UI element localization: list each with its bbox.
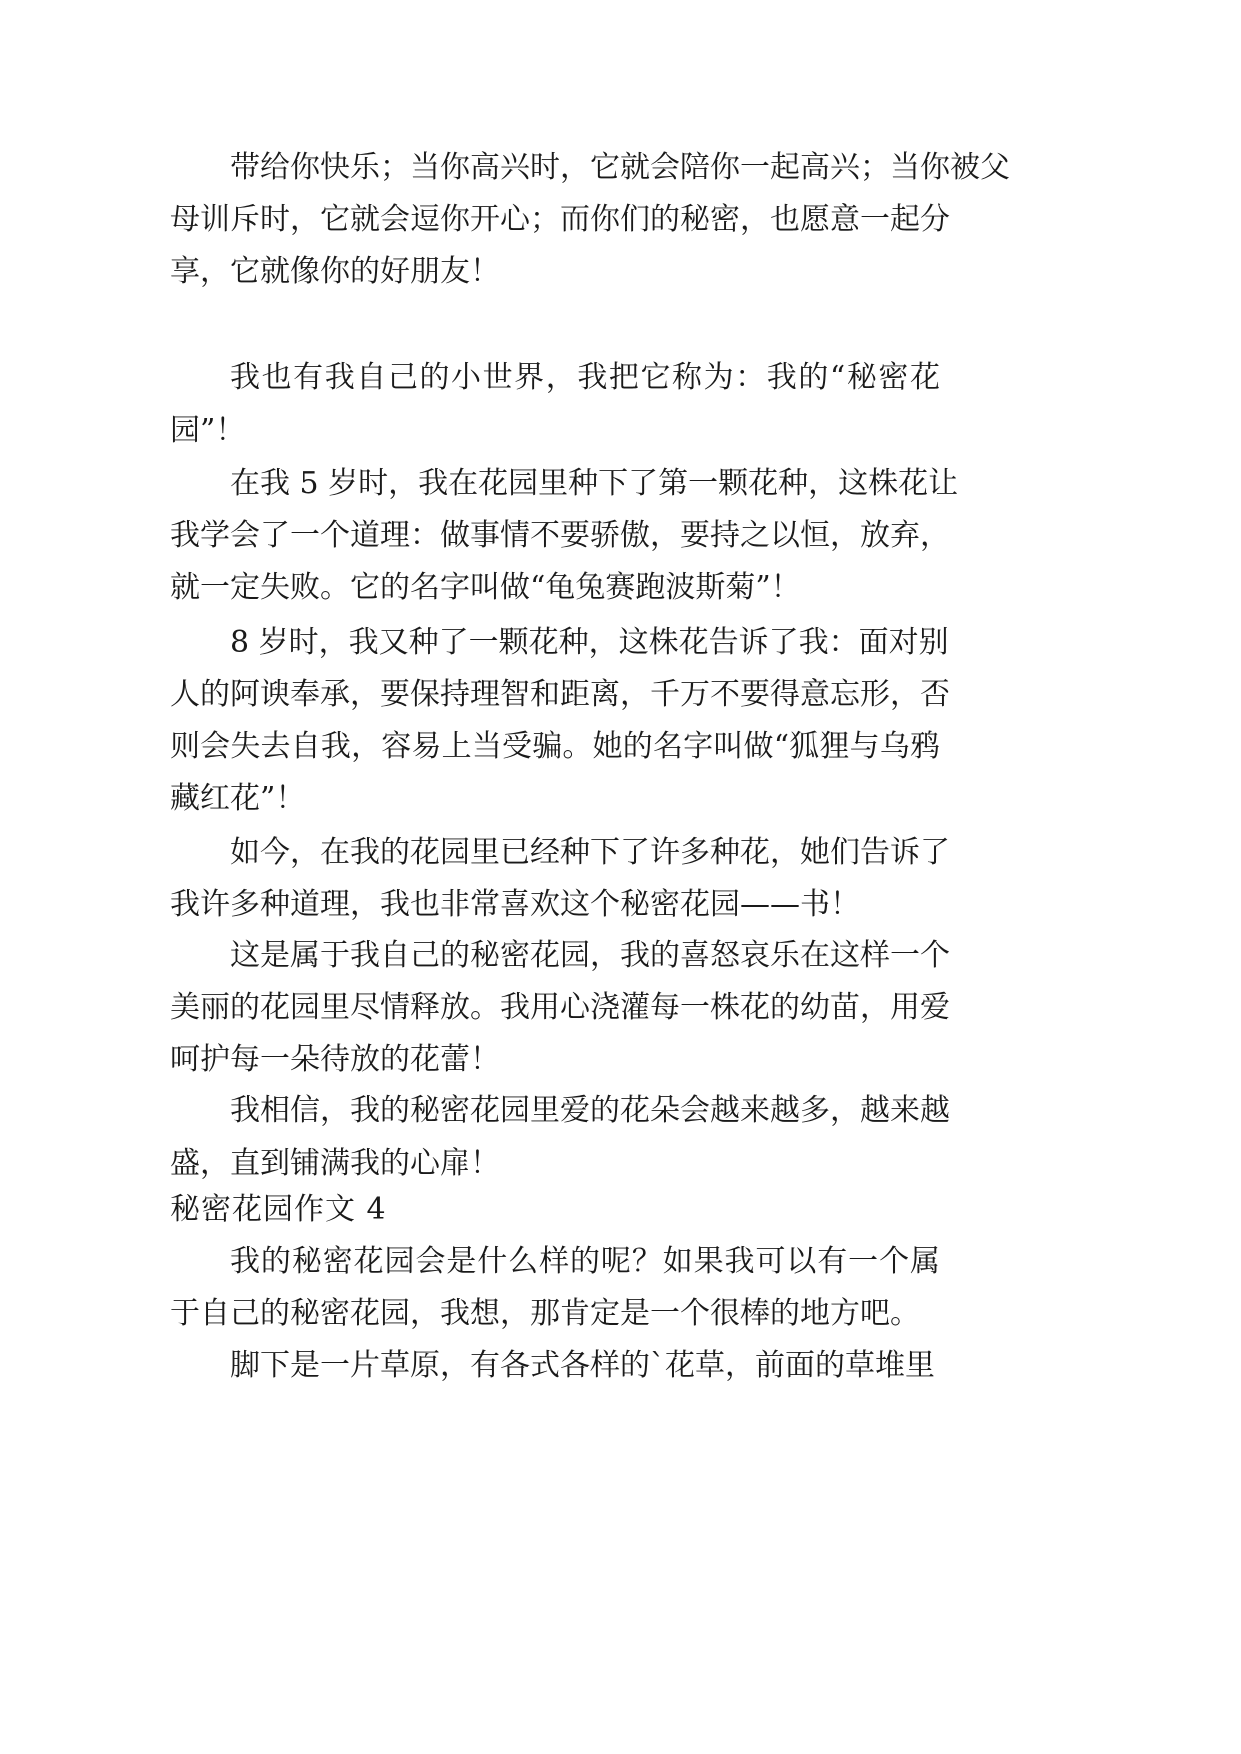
text-line: 我的秘密花园会是什么样的呢？如果我可以有一个属 [230, 1244, 940, 1279]
text-line: 我许多种道理，我也非常喜欢这个秘密花园——书！ [170, 887, 860, 922]
text-line: 就一定失败。它的名字叫做“龟兔赛跑波斯菊”！ [170, 570, 801, 605]
text-line: 呵护每一朵待放的花蕾！ [170, 1042, 500, 1077]
text-line: 人的阿谀奉承，要保持理智和距离，千万不要得意忘形，否 [170, 677, 950, 712]
text-line: 母训斥时，它就会逗你开心；而你们的秘密，也愿意一起分 [170, 202, 950, 237]
text-line: 我相信，我的秘密花园里爱的花朵会越来越多，越来越 [230, 1093, 950, 1128]
text-line: 带给你快乐；当你高兴时，它就会陪你一起高兴；当你被父 [230, 150, 1010, 185]
text-line: 美丽的花园里尽情释放。我用心浇灌每一株花的幼苗，用爱 [170, 990, 950, 1025]
heading-text: 秘密花园作文 4 [170, 1192, 387, 1227]
text-line: 我也有我自己的小世界，我把它称为：我的“秘密花 [230, 360, 940, 395]
text-line: 我学会了一个道理：做事情不要骄傲，要持之以恒，放弃， [170, 518, 950, 553]
text-line: 园”！ [170, 413, 246, 448]
text-line: 享，它就像你的好朋友！ [170, 254, 500, 289]
text-line: 如今，在我的花园里已经种下了许多种花，她们告诉了 [230, 835, 950, 870]
text-line: 8 岁时，我又种了一颗花种，这株花告诉了我：面对别 [230, 625, 949, 660]
text-line: 脚下是一片草原，有各式各样的`花草，前面的草堆里 [230, 1348, 935, 1383]
text-line: 藏红花”！ [170, 781, 306, 816]
text-line: 这是属于我自己的秘密花园，我的喜怒哀乐在这样一个 [230, 938, 950, 973]
text-line: 在我 5 岁时，我在花园里种下了第一颗花种，这株花让 [230, 466, 959, 501]
text-line: 则会失去自我，容易上当受骗。她的名字叫做“狐狸与乌鸦 [170, 729, 940, 764]
text-line: 盛，直到铺满我的心扉！ [170, 1146, 500, 1181]
text-line: 于自己的秘密花园，我想，那肯定是一个很棒的地方吧。 [170, 1296, 920, 1331]
